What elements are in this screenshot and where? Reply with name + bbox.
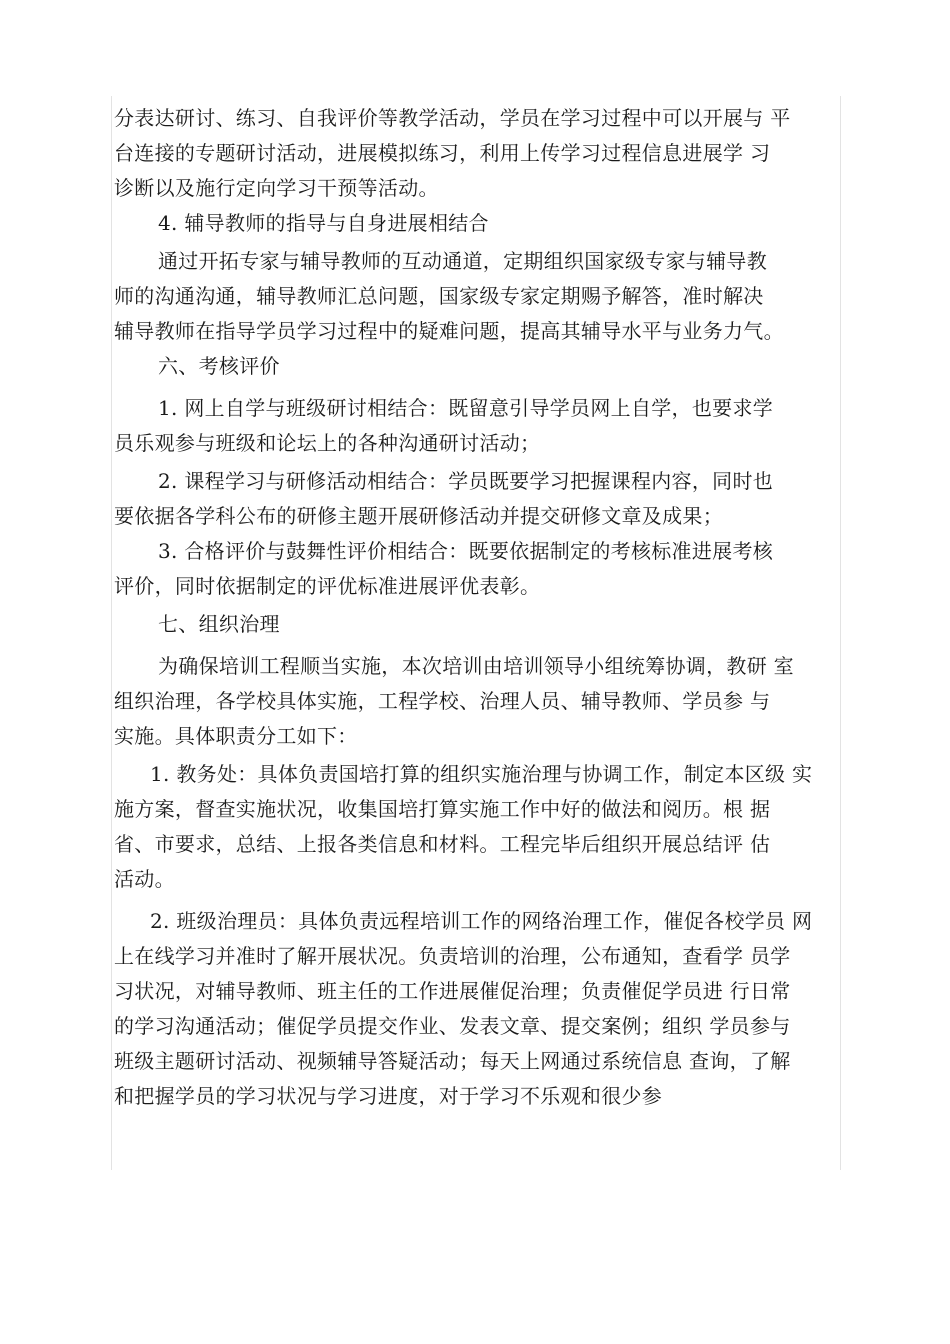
text-line: 评价，同时依据制定的评优标准进展评优表彰。 [114, 574, 541, 598]
text-line: 的学习沟通活动；催促学员提交作业、发表文章、提交案例；组织 学员参与 [114, 1014, 791, 1038]
subheading-4: 4. 辅导教师的指导与自身进展相结合 [158, 211, 489, 235]
text-line: 诊断以及施行定向学习干预等活动。 [114, 176, 439, 200]
section-heading-organization: 七、组织治理 [158, 612, 280, 636]
text-line: 和把握学员的学习状况与学习进度，对于学习不乐观和很少参 [114, 1084, 663, 1108]
text-line: 2. 课程学习与研修活动相结合：学员既要学习把握课程内容，同时也 [158, 469, 774, 493]
document-body [114, 101, 844, 1114]
text-line: 省、市要求，总结、上报各类信息和材料。工程完毕后组织开展总结评 估 [114, 832, 771, 856]
text-line: 辅导教师在指导学员学习过程中的疑难问题，提高其辅导水平与业务力气。 [114, 319, 784, 343]
text-line: 为确保培训工程顺当实施，本次培训由培训领导小组统筹协调，教研 室 [158, 654, 794, 678]
text-line: 习状况，对辅导教师、班主任的工作进展催促治理；负责催促学员进 行日常 [114, 979, 791, 1003]
section-heading-assessment: 六、考核评价 [158, 354, 280, 378]
paragraph-academic-affairs [114, 757, 844, 897]
text-line: 组织治理，各学校具体实施，工程学校、治理人员、辅导教师、学员参 与 [114, 689, 771, 713]
paragraph-assessment-1 [114, 391, 844, 461]
text-line: 2. 班级治理员：具体负责远程培训工作的网络治理工作，催促各校学员 网 [150, 909, 813, 933]
text-line: 员乐观参与班级和论坛上的各种沟通研讨活动； [114, 431, 541, 455]
paragraph-continued [114, 101, 844, 206]
text-line: 活动。 [114, 867, 175, 891]
paragraph-assessment-3 [114, 534, 844, 604]
text-line: 台连接的专题研讨活动，进展模拟练习，利用上传学习过程信息进展学 习 [114, 141, 771, 165]
text-line: 分表达研讨、练习、自我评价等教学活动，学员在学习过程中可以开展与 平 [114, 106, 791, 130]
text-line: 施方案，督查实施状况，收集国培打算实施工作中好的做法和阅历。根 据 [114, 797, 771, 821]
text-line: 师的沟通沟通，辅导教师汇总问题，国家级专家定期赐予解答，准时解决 [114, 284, 764, 308]
paragraph-expert-channel [114, 244, 844, 349]
paragraph-organization [114, 649, 844, 754]
text-line: 1. 教务处：具体负责国培打算的组织实施治理与协调工作，制定本区级 实 [150, 762, 813, 786]
text-line: 通过开拓专家与辅导教师的互动通道，定期组织国家级专家与辅导教 [158, 249, 767, 273]
paragraph-class-manager [114, 904, 844, 1114]
text-line: 3. 合格评价与鼓舞性评价相结合：既要依据制定的考核标准进展考核 [158, 539, 774, 563]
text-line: 上在线学习并准时了解开展状况。负责培训的治理，公布通知，查看学 员学 [114, 944, 791, 968]
text-line: 班级主题研讨活动、视频辅导答疑活动；每天上网通过系统信息 查询，了解 [114, 1049, 791, 1073]
text-line: 1. 网上自学与班级研讨相结合：既留意引导学员网上自学，也要求学 [158, 396, 774, 420]
text-line: 实施。具体职责分工如下： [114, 724, 358, 748]
paragraph-assessment-2 [114, 464, 844, 534]
text-line: 要依据各学科公布的研修主题开展研修活动并提交研修文章及成果； [114, 504, 723, 528]
